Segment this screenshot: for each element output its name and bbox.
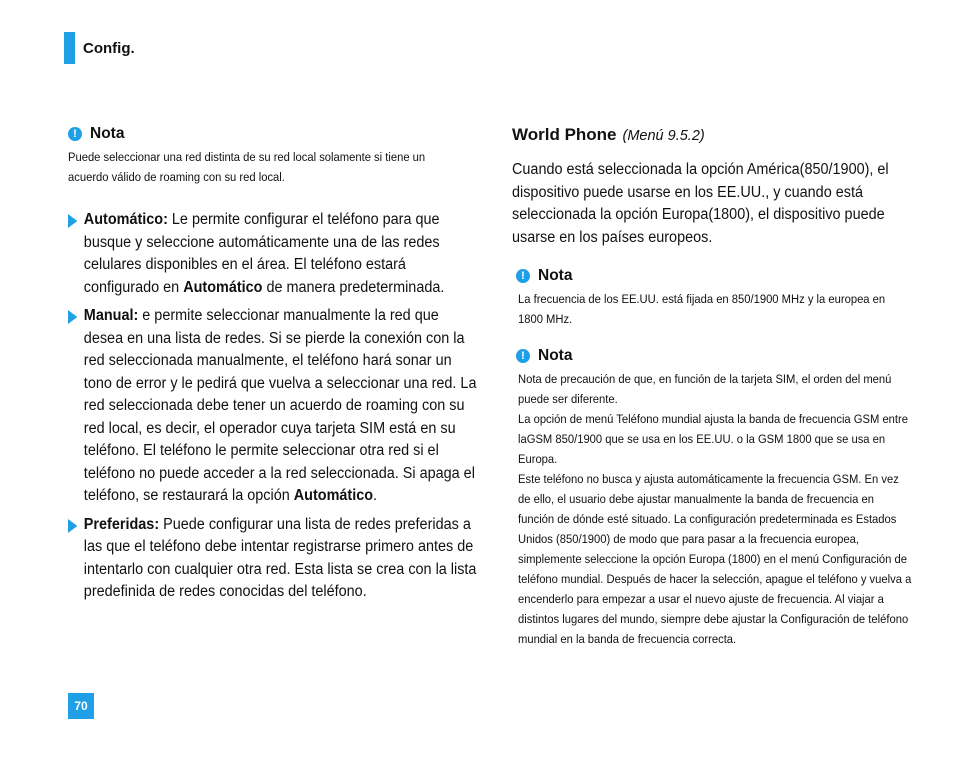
arrow-right-icon	[68, 214, 77, 228]
bullet-bold: Automático	[293, 487, 374, 504]
note-box-frequency	[516, 267, 912, 329]
bullet-text-end: de manera predeterminada.	[262, 278, 445, 296]
bullet-text: Le permite configurar el teléfono para que busque y seleccione automáticamente una de las redes celulares disponibles en el área. El teléfono estará configurado en	[83, 211, 440, 296]
left-column	[68, 125, 477, 610]
page-header-title: Config.	[83, 40, 135, 57]
bullet-text: e permite seleccionar manualmente la red que desea en una lista de redes. Si se pierde la conexión con la red seleccionada manualmente, el teléfono hará sonar un tono de error y le pedirá que vuelva a seleccionar una red. La red seleccionada debe tener un acuerdo de roaming con su red local, es decir, el operador cuya tarjeta SIM está en su teléfono. El teléfono le permite seleccionar otra red si el teléfono no puede acceder a la red seleccionada. Si apaga el teléfono, se restaurará la opción	[83, 307, 477, 504]
note-label: Nota	[538, 347, 573, 364]
page-number: 70	[68, 693, 94, 719]
arrow-right-icon	[68, 519, 77, 533]
section-title: World Phone	[512, 125, 617, 144]
note-label: Nota	[90, 125, 125, 142]
bullet-text: Puede configurar una lista de redes preferidas a las que el teléfono debe intentar registrarse primero antes de intentarlo con cualquier otra red. Esta lista se crea con la lista predefinida de redes conocidas del teléfono.	[83, 515, 477, 600]
section-menu-ref: (Menú 9.5.2)	[622, 128, 705, 144]
exclamation-icon: !	[68, 127, 82, 141]
bullet-term: Manual:	[83, 307, 139, 324]
bullet-bold: Automático	[183, 278, 263, 296]
note-heading	[516, 267, 912, 285]
arrow-right-icon	[68, 310, 77, 324]
bullet-term: Automático:	[83, 211, 168, 228]
note-text: La frecuencia de los EE.UU. está fijada en 850/1900 MHz y la europea en 1800 MHz.	[518, 292, 886, 326]
note-text: Nota de precaución de que, en función de la tarjeta SIM, el orden del menú puede ser diferente. La opción de menú Teléfono mundial ajusta la banda de frecuencia GSM entre laGSM 850/1900 que se usa en los EE.UU. o la GSM 1800 que se usa en Europa. Este teléfono no busca y ajusta automáticamente la frecuencia GSM. En vez de ello, el usuario debe ajustar manualmente la banda de frecuencia en función de dónde esté situado. La configuración predeterminada es Estados Unidos (850/1900) de modo que para pasar a la frecuencia europea, simplemente seleccione la opción Europa (1800) en el menú Configuración de teléfono mundial. Después de hacer la selección, apague el teléfono y vuelva a encenderlo para empezar a usar el nuevo ajuste de frecuencia. Al viajar a distintos lugares del mundo, siempre debe ajustar la Configuración de teléfono mundial en la banda de frecuencia correcta.	[518, 372, 912, 646]
bullet-automatico	[68, 209, 480, 299]
note-label: Nota	[538, 267, 573, 284]
right-column	[512, 125, 912, 649]
header-accent-bar	[64, 32, 75, 64]
note-box-caution	[516, 347, 912, 649]
note-box	[68, 125, 466, 187]
section-heading	[512, 125, 912, 145]
bullet-term: Preferidas:	[83, 515, 160, 533]
bullet-manual	[68, 305, 480, 508]
exclamation-icon: !	[516, 269, 530, 283]
note-heading	[516, 347, 912, 365]
exclamation-icon: !	[516, 349, 530, 363]
bullet-text-end: .	[373, 487, 378, 504]
bullet-preferidas	[68, 514, 480, 604]
note-text: Puede seleccionar una red distinta de su red local solamente si tiene un acuerdo válido de roaming con su red local.	[68, 150, 426, 184]
section-body: Cuando está seleccionada la opción América(850/1900), el dispositivo puede usarse en los EE.UU., y cuando está seleccionada la opción Europa(1800), el dispositivo puede usarse en los países europeos.	[512, 161, 889, 246]
note-heading	[68, 125, 466, 143]
bullet-list	[68, 209, 477, 604]
